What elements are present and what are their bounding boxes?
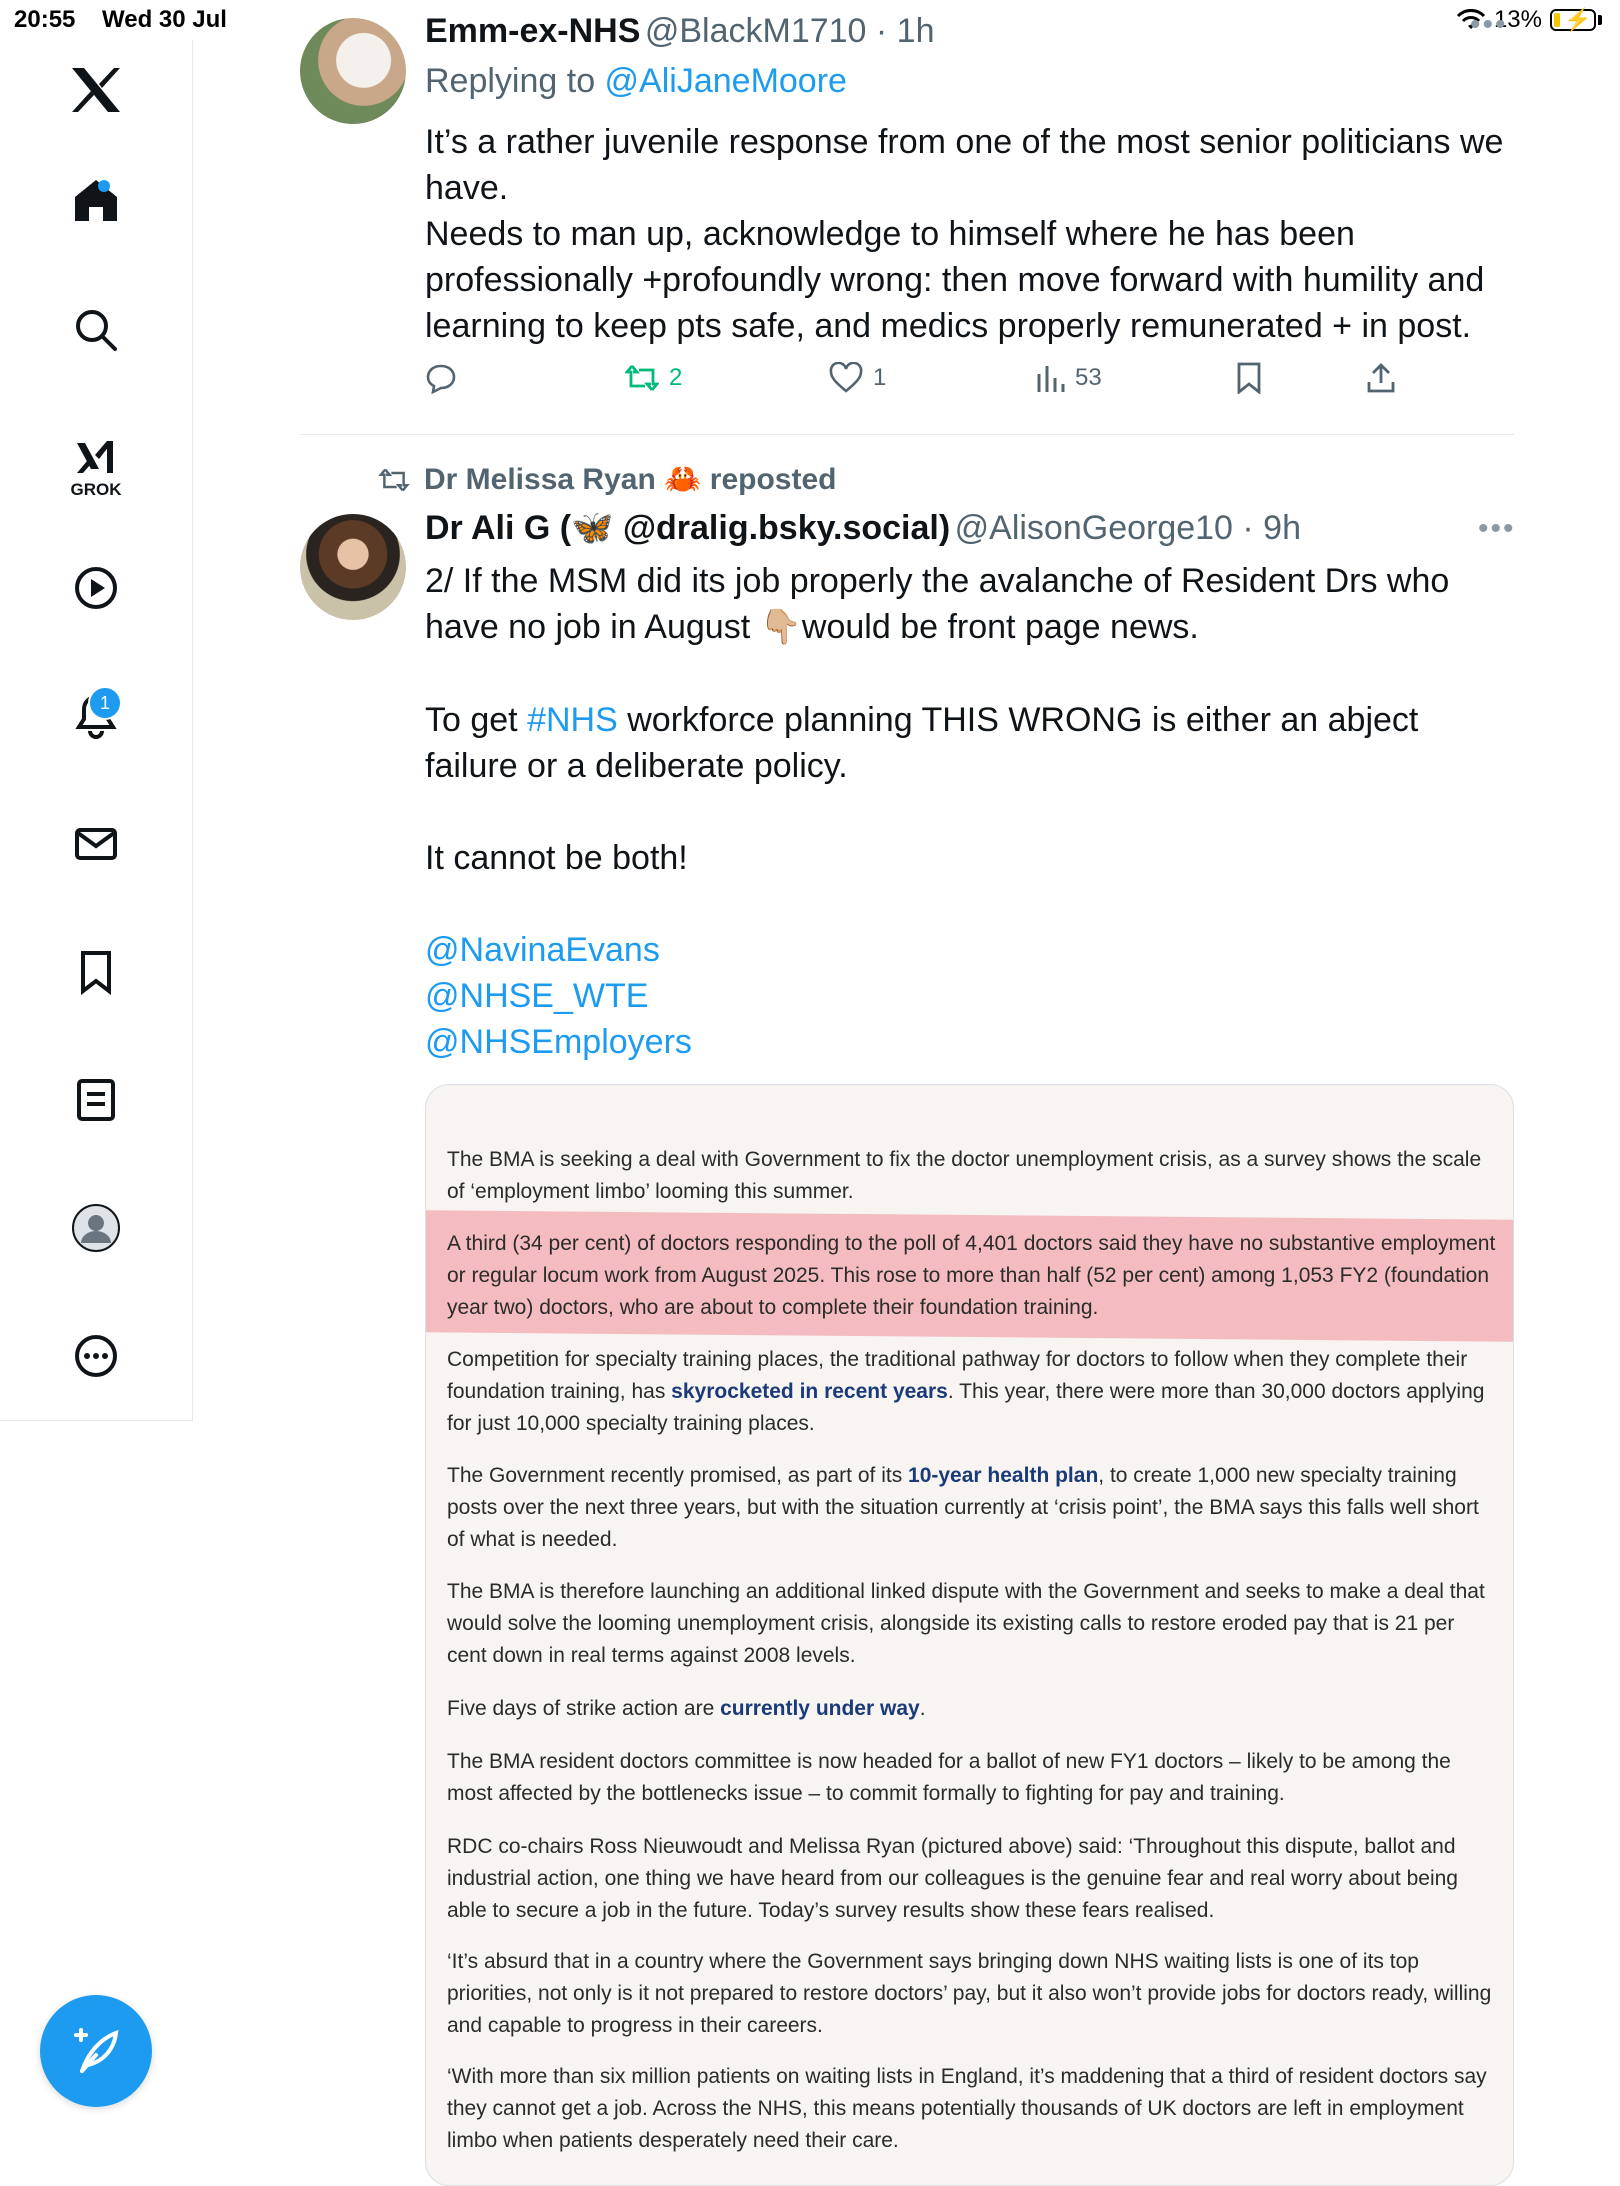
- p3-a: Competition for specialty training places, the traditional pathway for doctors to follow when they complete their foundation training, has: [447, 1348, 1468, 1403]
- bookmark-icon: [1235, 362, 1263, 394]
- more-options-icon[interactable]: [56, 1316, 136, 1396]
- article-paragraph-2: A third (34 per cent) of doctors responding to the poll of 4,401 doctors said they have no substantive employment or regular locum work from August 2025. This rose to more than half (52 per cent) among 1,053 FY2 (foundation year two) doctors, who are about to complete their foundation training.: [447, 1232, 1496, 1319]
- tweet1-replying-line: [425, 62, 847, 101]
- search-icon[interactable]: [56, 290, 136, 370]
- tweet1-header: [425, 12, 935, 51]
- like-count: 1: [873, 364, 887, 391]
- battery-icon: ⚡: [1550, 9, 1596, 31]
- battery-percent: 13%: [1493, 6, 1542, 33]
- tweet1-display-name[interactable]: Emm-ex-NHS: [425, 12, 641, 50]
- mention-nhsemployers[interactable]: @NHSEmployers: [425, 1023, 692, 1061]
- p6-b: .: [919, 1697, 926, 1720]
- article-paragraph-7: The BMA resident doctors committee is now headed for a ballot of new FY1 doctors – likely to be among the most affected by the bottlenecks issue – to commit formally to fighting for pay and training.: [447, 1750, 1451, 1805]
- views-button[interactable]: [1035, 362, 1102, 394]
- article-paragraph-8: RDC co-chairs Ross Nieuwoudt and Melissa Ryan (pictured above) said: ‘Throughout this dispute, ballot and industrial action, one thing we have heard from our colleagues is the genuine fear and real worry about being able to secure a job in the future. Today’s survey results show these fears realised.: [447, 1835, 1458, 1922]
- status-time: 20:55: [14, 6, 76, 33]
- tweet1-avatar[interactable]: [300, 18, 406, 124]
- grok-label: GROK: [70, 480, 122, 499]
- messages-icon[interactable]: [56, 804, 136, 884]
- x-logo-icon[interactable]: [56, 50, 136, 130]
- under-way-link: currently under way: [720, 1697, 920, 1720]
- p3-b: . This year, there were more than 30,000 doctors applying for just 10,000 specialty training places.: [447, 1380, 1485, 1435]
- sidebar: [0, 40, 193, 1420]
- retweet-button[interactable]: [625, 362, 682, 394]
- notifications-icon[interactable]: [56, 676, 136, 756]
- profile-icon[interactable]: [56, 1188, 136, 1268]
- health-plan-link: 10-year health plan: [908, 1464, 1099, 1487]
- tweet2-more-icon[interactable]: •••: [1478, 512, 1516, 545]
- p4-b: , to create 1,000 new specialty training posts over the next three years, but with the situation currently at ‘crisis point’, the BMA says this falls well short of what is needed.: [447, 1464, 1479, 1551]
- like-button[interactable]: [829, 362, 886, 394]
- grok-icon[interactable]: [56, 420, 136, 500]
- status-date: Wed 30 Jul: [102, 6, 227, 33]
- tweet1-actions: [425, 362, 1425, 412]
- reposted-by-text: Dr Melissa Ryan 🦀 reposted: [424, 463, 837, 496]
- video-icon[interactable]: [56, 548, 136, 628]
- views-count: 53: [1075, 364, 1102, 391]
- sidebar-divider: [0, 1420, 193, 1421]
- article-paragraph-6: [447, 1693, 1497, 1725]
- tweet1-handle-time[interactable]: @BlackM1710 · 1h: [644, 12, 935, 50]
- tweet2-handle-time[interactable]: @AlisonGeorge10 · 9h: [954, 509, 1301, 547]
- tweet-divider: [300, 434, 1514, 435]
- article-paragraph-9: ‘It’s absurd that in a country where the Government says bringing down NHS waiting lists is one of its top priorities, not only is it not prepared to restore doctors’ pay, but it also won’t provide jobs for doctors ready, willing and capable to progress in their careers.: [447, 1950, 1492, 2037]
- repost-icon: [378, 466, 410, 494]
- article-paragraph-1: The BMA is seeking a deal with Government to fix the doctor unemployment crisis, as a survey shows the scale of ‘employment limbo’ looming this summer.: [447, 1148, 1482, 1203]
- tweet2-text-p3: It cannot be both!: [425, 839, 688, 877]
- tweet1-more-icon[interactable]: •••: [1470, 8, 1508, 41]
- article-paragraph-10: ‘With more than six million patients on waiting lists in England, it’s maddening that a third of resident doctors say they cannot get a job. Across the NHS, this means potentially thousands of UK doctors are left in employment limbo when patients desperately need their care.: [447, 2065, 1487, 2152]
- bookmark-button[interactable]: [1235, 362, 1263, 394]
- replying-prefix: Replying to: [425, 62, 605, 100]
- repost-indicator[interactable]: [378, 462, 837, 497]
- tweet2-text-p1: 2/ If the MSM did its job properly the avalanche of Resident Drs who have no job in August 👇🏼would be front page news.: [425, 562, 1459, 646]
- tweet2-avatar[interactable]: [300, 514, 406, 620]
- tweet2-text-p2: [425, 697, 1515, 789]
- p2-suffix: workforce planning THIS WRONG is either an abject failure or a deliberate policy.: [425, 701, 1428, 785]
- p2-prefix: To get: [425, 701, 528, 739]
- p4-a: The Government recently promised, as part of its: [447, 1464, 909, 1487]
- replying-to-link[interactable]: @AliJaneMoore: [604, 62, 847, 100]
- share-icon: [1365, 362, 1397, 394]
- lists-icon[interactable]: [56, 1060, 136, 1140]
- compose-feather-icon: [66, 2021, 126, 2081]
- home-icon[interactable]: [56, 160, 136, 240]
- share-button[interactable]: [1365, 362, 1397, 394]
- p6-a: Five days of strike action are: [447, 1697, 721, 1720]
- article-paragraph-4: [447, 1460, 1497, 1556]
- nhs-hashtag-link[interactable]: #NHS: [527, 701, 618, 739]
- reply-icon: [425, 362, 457, 394]
- tweet2-display-name[interactable]: Dr Ali G (🦋 @dralig.bsky.social): [425, 509, 951, 547]
- article-paragraph-3: [447, 1344, 1497, 1440]
- retweet-icon: [625, 362, 659, 394]
- article-image-card[interactable]: [425, 1084, 1514, 2186]
- mention-navinaevans[interactable]: @NavinaEvans: [425, 931, 660, 969]
- home-notification-dot: [98, 180, 110, 192]
- tweet1-text: It’s a rather juvenile response from one of the most senior politicians we have. Needs to man up, acknowledge to himself where he has been professionally +profoundly wrong: then move forward with humility and learning to keep pts safe, and medics properly remunerated + in post.: [425, 123, 1504, 345]
- skyrocketed-link: skyrocketed in recent years: [671, 1380, 948, 1403]
- compose-button[interactable]: [40, 1995, 152, 2107]
- notifications-badge: 1: [88, 686, 122, 720]
- mention-nhse-wte[interactable]: @NHSE_WTE: [425, 977, 649, 1015]
- heart-icon: [829, 362, 863, 394]
- views-chart-icon: [1035, 362, 1065, 394]
- retweet-count: 2: [669, 364, 683, 391]
- article-paragraph-5: The BMA is therefore launching an additional linked dispute with the Government and seeks to make a deal that would solve the looming unemployment crisis, alongside its existing calls to restore eroded pay that is 21 per cent down in real terms against 2008 levels.: [447, 1580, 1485, 1667]
- reply-button[interactable]: [425, 362, 457, 394]
- tweet2-header: [425, 508, 1301, 548]
- bookmarks-icon[interactable]: [56, 932, 136, 1012]
